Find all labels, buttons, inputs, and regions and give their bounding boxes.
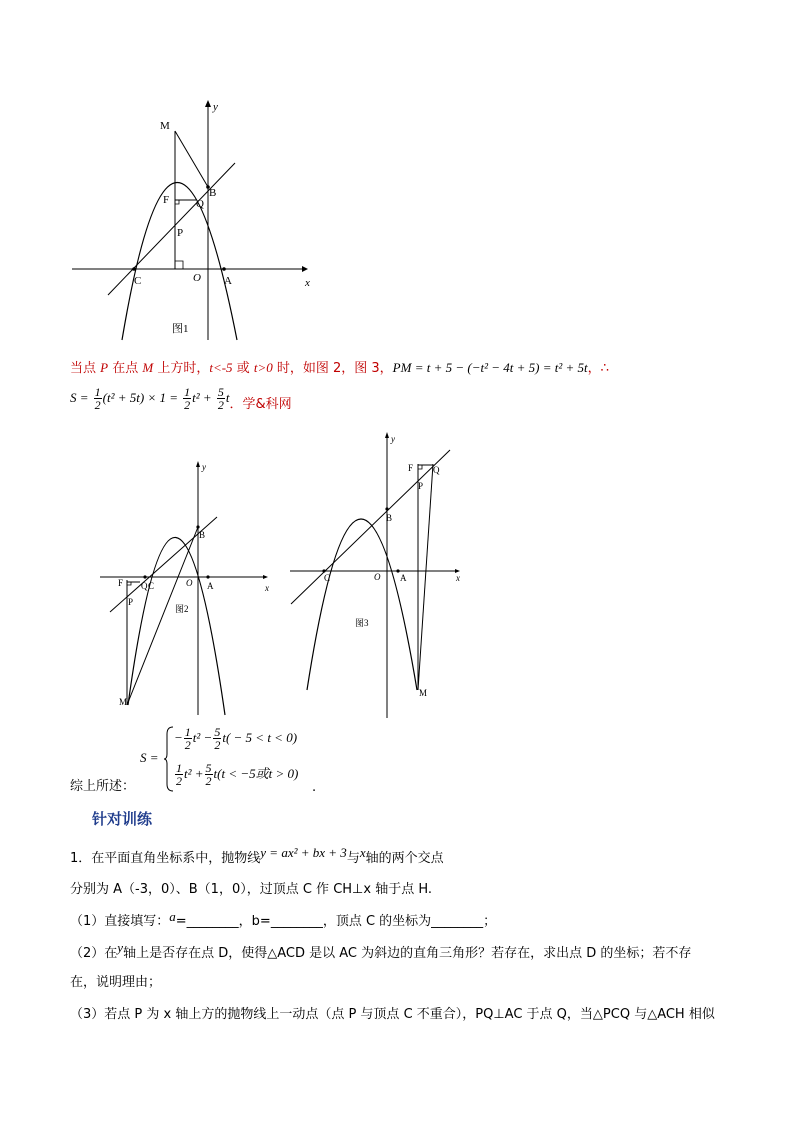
- fig1-dot-c: [132, 267, 136, 271]
- fig3-label-o: O: [374, 572, 381, 582]
- area-t-tail: t: [225, 390, 230, 405]
- case1-mid: t² −: [192, 730, 213, 745]
- case2-cond2: t>0: [253, 360, 273, 375]
- area-half-num: 1: [94, 385, 101, 399]
- summary-formula: [140, 724, 340, 796]
- p1-line1-c: 轴的两个交点: [365, 851, 444, 866]
- fig1-line-mb: [175, 131, 208, 187]
- summary-end: .: [312, 780, 317, 795]
- fig2-label-b: B: [199, 530, 206, 540]
- p1-part1-a: （1）直接填写：: [70, 914, 170, 929]
- fig1-label-p: P: [177, 227, 184, 239]
- case2-pm-expr: PM = t + 5 − (−t² − 4t + 5) = t² + 5t: [392, 360, 588, 375]
- fig3-line-mq: [418, 464, 433, 690]
- fig3-line-cb: [291, 450, 450, 604]
- fig1-label-b: B: [209, 187, 217, 199]
- case2-cond1: t<-5: [209, 360, 233, 375]
- area-half-den: 2: [94, 398, 101, 412]
- case2-var-p: P: [100, 360, 109, 375]
- p1-part1-b: =________，b=________，顶点 C 的坐标为________；: [175, 914, 497, 929]
- fig1-label-q: Q: [196, 198, 204, 210]
- area-half-frac-2: $\frac{1}{2}$: [184, 385, 191, 412]
- area-s-eq: S =: [70, 390, 89, 405]
- p1-part2-b: 轴上是否存在点 D，使得△ACD 是以 AC 为斜边的直角三角形？若存在，求出点 D 的坐标；若不存: [123, 946, 692, 961]
- area-half-frac: [94, 386, 102, 411]
- fig1-line-cb: [108, 163, 235, 295]
- problem-part-2-cont: 在，说明理由；: [70, 975, 162, 990]
- summary-s-eq: S =: [140, 750, 159, 765]
- area-term1-tail: t² +: [192, 390, 212, 405]
- summary-label: 综上所述：: [70, 779, 136, 794]
- fig3-label-c: C: [324, 573, 331, 583]
- area-five-half-frac: $\frac{5}{2}$: [217, 385, 224, 412]
- fig3-label-x: x: [456, 573, 460, 583]
- fig3-label-a: A: [400, 573, 407, 583]
- fig3-label-y: y: [391, 434, 395, 444]
- summary-brace: [164, 726, 174, 792]
- fig2-label-m: M: [119, 697, 128, 707]
- case2-mid: t² +: [184, 766, 204, 781]
- fig3-y-arrow: [385, 432, 389, 438]
- p1-line1-b: 与: [346, 851, 360, 866]
- problem-line-1: [70, 845, 444, 869]
- area-mid-expr: (t² + 5t) × 1 =: [102, 390, 179, 405]
- case2-tail: t(t < −5或t > 0): [213, 766, 299, 781]
- fig2-dot-b: [196, 525, 199, 528]
- p1-y-var: y: [117, 940, 124, 955]
- fig3-parabola: [307, 519, 417, 690]
- p1-a-var: a: [169, 909, 176, 924]
- case2-therefore: ，∴: [587, 361, 609, 376]
- fig3-label-b: B: [386, 513, 393, 523]
- summary-case1: − $\frac{1}{2}$ t² − $\frac{5}{2}$ t( − 5 < t < 0): [174, 725, 298, 752]
- fig2-dot-a: [206, 575, 209, 578]
- fig1-label-o: O: [193, 272, 201, 284]
- fig2-parabola: [128, 537, 225, 715]
- case1-tail: t( − 5 < t < 0): [222, 730, 298, 745]
- figure-3: [285, 428, 475, 723]
- fig2-caption: 图2: [175, 604, 189, 614]
- case2-intro-b: 在点: [108, 361, 143, 376]
- p1-x-var: x: [359, 845, 366, 860]
- case1-sign: −: [174, 730, 183, 745]
- fig3-caption: 图3: [355, 618, 369, 628]
- fig1-label-m: M: [160, 120, 170, 132]
- fig3-right-angle: [418, 465, 422, 469]
- fig3-label-q: Q: [433, 465, 440, 475]
- fig3-label-m: M: [419, 688, 428, 698]
- problem-part-1: [70, 911, 496, 932]
- fig2-line-mb: [127, 527, 198, 705]
- area-formula: [70, 386, 292, 411]
- fig2-label-o: O: [186, 578, 193, 588]
- fig3-label-p: P: [418, 481, 424, 491]
- fig1-label-c: C: [134, 275, 142, 287]
- fig1-right-angle-f: [175, 200, 179, 204]
- fig2-y-arrow: [196, 461, 200, 467]
- figure-1: [60, 95, 330, 345]
- fig1-label-a: A: [224, 275, 232, 287]
- case2-line: [70, 358, 750, 379]
- fig2-x-arrow: [263, 575, 268, 579]
- fig1-label-f: F: [163, 194, 170, 206]
- area-watermark: ．学&科网: [229, 397, 292, 412]
- case2-intro-a: 当点: [70, 361, 101, 376]
- fig1-x-arrow: [302, 266, 308, 272]
- p1-line1-a: 1．在平面直角坐标系中，抛物线: [70, 851, 261, 866]
- fig2-label-x: x: [265, 583, 269, 593]
- fig1-right-angle-h: [175, 261, 183, 269]
- fig1-label-x: x: [305, 277, 310, 289]
- fig3-label-f: F: [408, 463, 414, 473]
- fig2-label-f: F: [118, 578, 124, 588]
- fig2-label-p: P: [128, 597, 134, 607]
- fig1-caption: 图1: [172, 323, 189, 335]
- problem-line-2: 分别为 A（-3，0）、B（1，0），过顶点 C 作 CH⊥x 轴于点 H.: [70, 882, 433, 897]
- fig1-y-arrow: [205, 100, 211, 107]
- fig1-dot-a: [222, 267, 226, 271]
- fig3-dot-b: [385, 507, 388, 510]
- p1-parabola-eq: y = ax² + bx + 3: [260, 845, 347, 860]
- problem-part-2: [70, 940, 692, 964]
- fig1-label-y: y: [213, 101, 218, 113]
- fig2-dot-c: [143, 575, 146, 578]
- figure-2: [95, 455, 285, 720]
- case2-intro-c: 上方时，: [153, 361, 210, 376]
- case2-intro-d: 时，如图 2，图 3，: [272, 361, 393, 376]
- fig2-label-q: Q: [141, 581, 148, 591]
- fig2-label-c: C: [148, 581, 155, 591]
- fig2-label-a: A: [207, 581, 214, 591]
- summary-case2: $\frac{1}{2}$ t² + $\frac{5}{2}$ t(t < −5或t > 0): [176, 761, 299, 788]
- case2-or: 或: [232, 361, 254, 376]
- case2-var-m: M: [142, 360, 154, 375]
- problem-part-3: （3）若点 P 为 x 轴上方的抛物线上一动点（点 P 与顶点 C 不重合），PQ⊥AC 于点 Q，当△PCQ 与△ACH 相似: [70, 1007, 715, 1022]
- section-title: 针对训练: [92, 810, 153, 828]
- fig2-label-y: y: [202, 462, 206, 472]
- p1-part2-a: （2）在: [70, 946, 118, 961]
